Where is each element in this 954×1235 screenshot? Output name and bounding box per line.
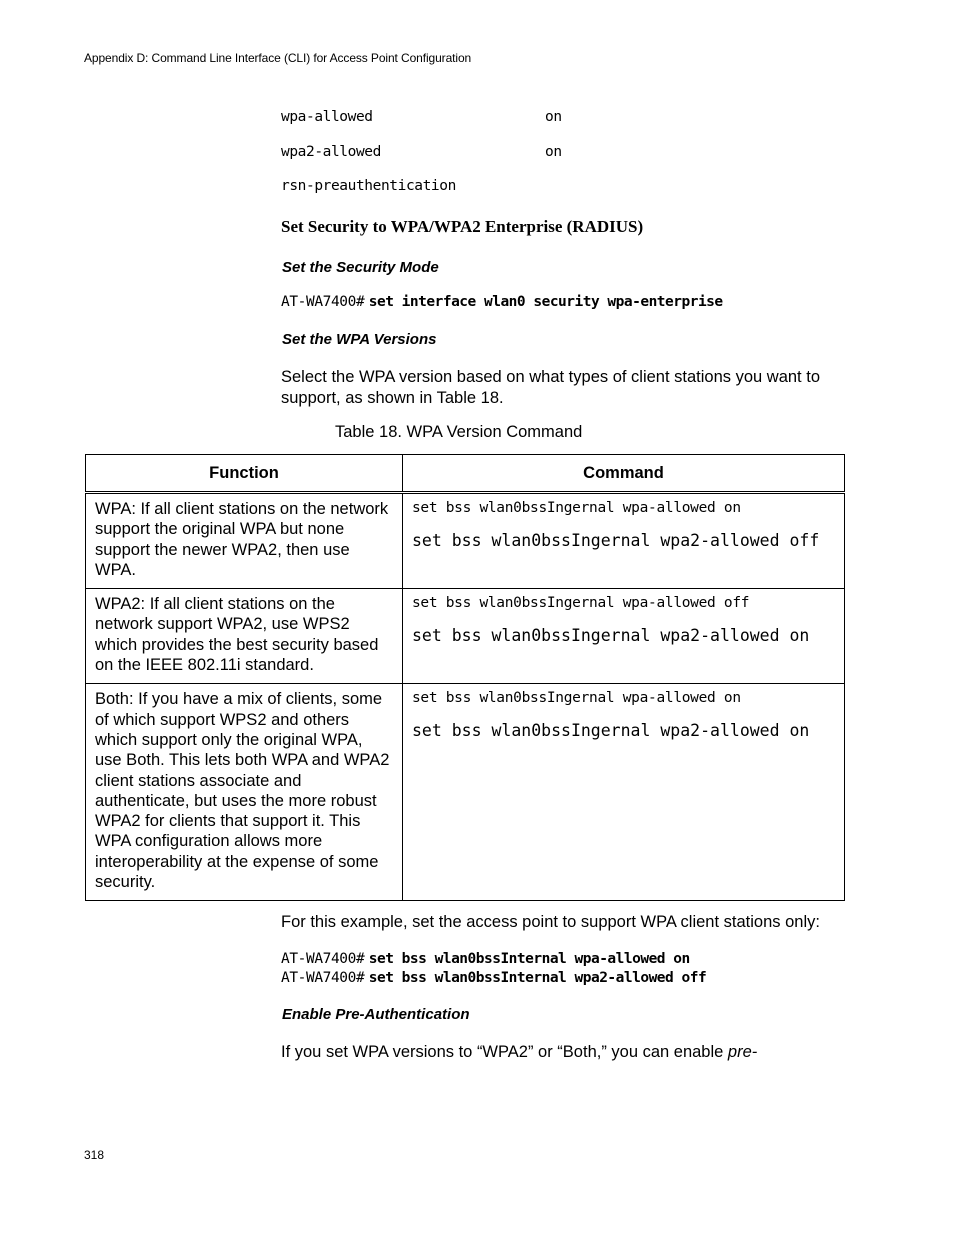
example-command-line <box>281 950 690 968</box>
table-row <box>86 589 845 684</box>
command-cell <box>403 684 845 901</box>
cli-command: set bss wlan0bssInternal wpa2-allowed off <box>368 970 707 986</box>
page-number: 318 <box>84 1148 105 1162</box>
wpa-version-table <box>85 454 845 901</box>
setting-value: on <box>545 144 562 160</box>
wpa-versions-paragraph: Select the WPA version based on what types of client stations you want to support, as shown in Table 18. <box>281 368 820 407</box>
section-title: Set Security to WPA/WPA2 Enterprise (RADIUS) <box>281 217 644 236</box>
security-command-line <box>281 293 723 311</box>
cli-command: set interface wlan0 security wpa-enterprise <box>368 294 723 310</box>
command-cell <box>403 589 845 684</box>
cli-command: set bss wlan0bssInternal wpa-allowed on <box>368 951 690 967</box>
cli-prompt: AT-WA7400# <box>281 294 365 310</box>
cli-prompt: AT-WA7400# <box>281 951 365 967</box>
example-paragraph: For this example, set the access point to support WPA client stations only: <box>281 913 820 931</box>
command-line: set bss wlan0bssIngernal wpa-allowed off <box>412 595 750 612</box>
setting-key: wpa-allowed <box>281 109 373 125</box>
header-command: Command <box>403 455 845 493</box>
table-caption: Table 18. WPA Version Command <box>335 423 583 441</box>
setting-key: rsn-preauthentication <box>281 178 456 194</box>
table-row <box>86 684 845 901</box>
command-line: set bss wlan0bssIngernal wpa2-allowed on <box>412 626 810 646</box>
preauth-text-italic: pre- <box>727 1043 758 1061</box>
preauth-text: If you set WPA versions to “WPA2” or “Both,” you can enable <box>281 1043 728 1061</box>
command-cell <box>403 493 845 589</box>
function-cell: WPA2: If all client stations on the network support WPA2, use WPS2 which provides the best security based on the IEEE 802.11i standard. <box>86 589 403 684</box>
function-cell: Both: If you have a mix of clients, some of which support WPS2 and others which support only the original WPA, use Both. This lets both WPA and WPA2 client stations associate and authenticate, but uses the more robust WPA2 for clients that support it. This WPA configuration allows more interoperability at the expense of some security. <box>86 684 403 901</box>
setting-key: wpa2-allowed <box>281 144 381 160</box>
subhead-preauth: Enable Pre-Authentication <box>282 1006 470 1023</box>
example-command-line <box>281 969 706 987</box>
command-line: set bss wlan0bssIngernal wpa-allowed on <box>412 500 741 516</box>
cli-prompt: AT-WA7400# <box>281 970 365 986</box>
running-header: Appendix D: Command Line Interface (CLI) for Access Point Configuration <box>84 51 472 65</box>
command-line: set bss wlan0bssIngernal wpa2-allowed on <box>412 721 810 741</box>
table-header-row <box>86 455 845 493</box>
command-line: set bss wlan0bssIngernal wpa2-allowed off <box>412 531 820 550</box>
subhead-wpa-versions: Set the WPA Versions <box>282 331 437 348</box>
function-cell: WPA: If all client stations on the network support the original WPA but none support the newer WPA2, then use WPA. <box>86 493 403 589</box>
command-line: set bss wlan0bssIngernal wpa-allowed on <box>412 690 741 707</box>
preauth-paragraph <box>281 1042 851 1063</box>
subhead-security-mode: Set the Security Mode <box>282 259 439 276</box>
table-row <box>86 493 845 589</box>
setting-value: on <box>545 109 562 125</box>
header-function: Function <box>86 455 403 493</box>
